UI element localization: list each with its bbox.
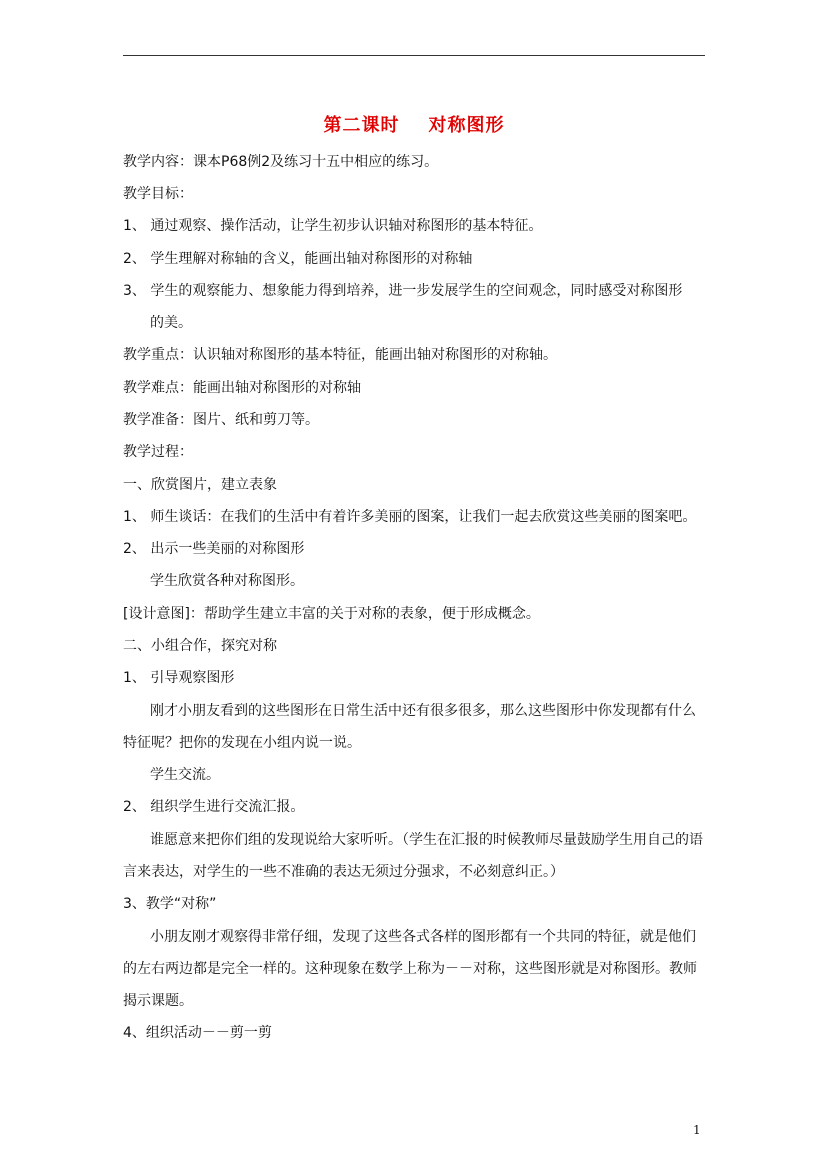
objective-3: 3、 学生的观察能力、想象能力得到培养，进一步发展学生的空间观念，同时感受对称图形 [123, 283, 683, 299]
step-2-3-paragraph: 小朋友刚才观察得非常仔细，发现了这些各式各样的图形都有一个共同的特征，就是他们的左右两边都是完全一样的。这种现象在数学上称为－－对称，这些图形就是对称图形。教师揭示课题。 [123, 929, 697, 1009]
step-2-1-exchange: 学生交流。 [150, 767, 220, 783]
lesson-title: 第二课时 对称图形 [323, 115, 505, 136]
objective-3-continued: 的美。 [150, 315, 192, 331]
step-1-2-detail: 学生欣赏各种对称图形。 [150, 573, 304, 589]
objectives-heading: 教学目标： [123, 186, 193, 202]
step-2-3: 3、教学“对称” [123, 896, 217, 912]
difficulty: 教学难点：能画出轴对称图形的对称轴 [123, 380, 361, 396]
section-2-heading: 二、小组合作，探究对称 [123, 638, 277, 654]
objective-2: 2、 学生理解对称轴的含义，能画出轴对称图形的对称轴 [123, 251, 473, 267]
step-2-4: 4、组织活动－－剪一剪 [123, 1025, 272, 1041]
step-1-2: 2、 出示一些美丽的对称图形 [123, 541, 305, 557]
process-heading: 教学过程： [123, 444, 193, 460]
step-2-2: 2、 组织学生进行交流汇报。 [123, 799, 305, 815]
preparation: 教学准备：图片、纸和剪刀等。 [123, 412, 319, 428]
design-intent: [设计意图]：帮助学生建立丰富的关于对称的表象，便于形成概念。 [123, 606, 540, 622]
step-2-1-paragraph: 刚才小朋友看到的这些图形在日常生活中还有很多很多，那么这些图形中你发现都有什么特征呢？把你的发现在小组内说一说。 [123, 703, 696, 751]
section-1-heading: 一、欣赏图片，建立表象 [123, 477, 277, 493]
step-2-1: 1、 引导观察图形 [123, 670, 235, 686]
teaching-content: 教学内容：课本P68例2及练习十五中相应的练习。 [123, 154, 439, 170]
header-rule [123, 55, 705, 56]
page-number: 1 [693, 1123, 701, 1137]
step-1-1: 1、 师生谈话：在我们的生活中有着许多美丽的图案，让我们一起去欣赏这些美丽的图案吧。 [123, 509, 697, 525]
key-point: 教学重点：认识轴对称图形的基本特征，能画出轴对称图形的对称轴。 [123, 347, 557, 363]
step-2-2-paragraph: 谁愿意来把你们组的发现说给大家听听。（学生在汇报的时候教师尽量鼓励学生用自己的语言来表达，对学生的一些不准确的表达无须过分强求，不必刻意纠正。） [123, 832, 703, 880]
objective-1: 1、 通过观察、操作活动，让学生初步认识轴对称图形的基本特征。 [123, 218, 543, 234]
